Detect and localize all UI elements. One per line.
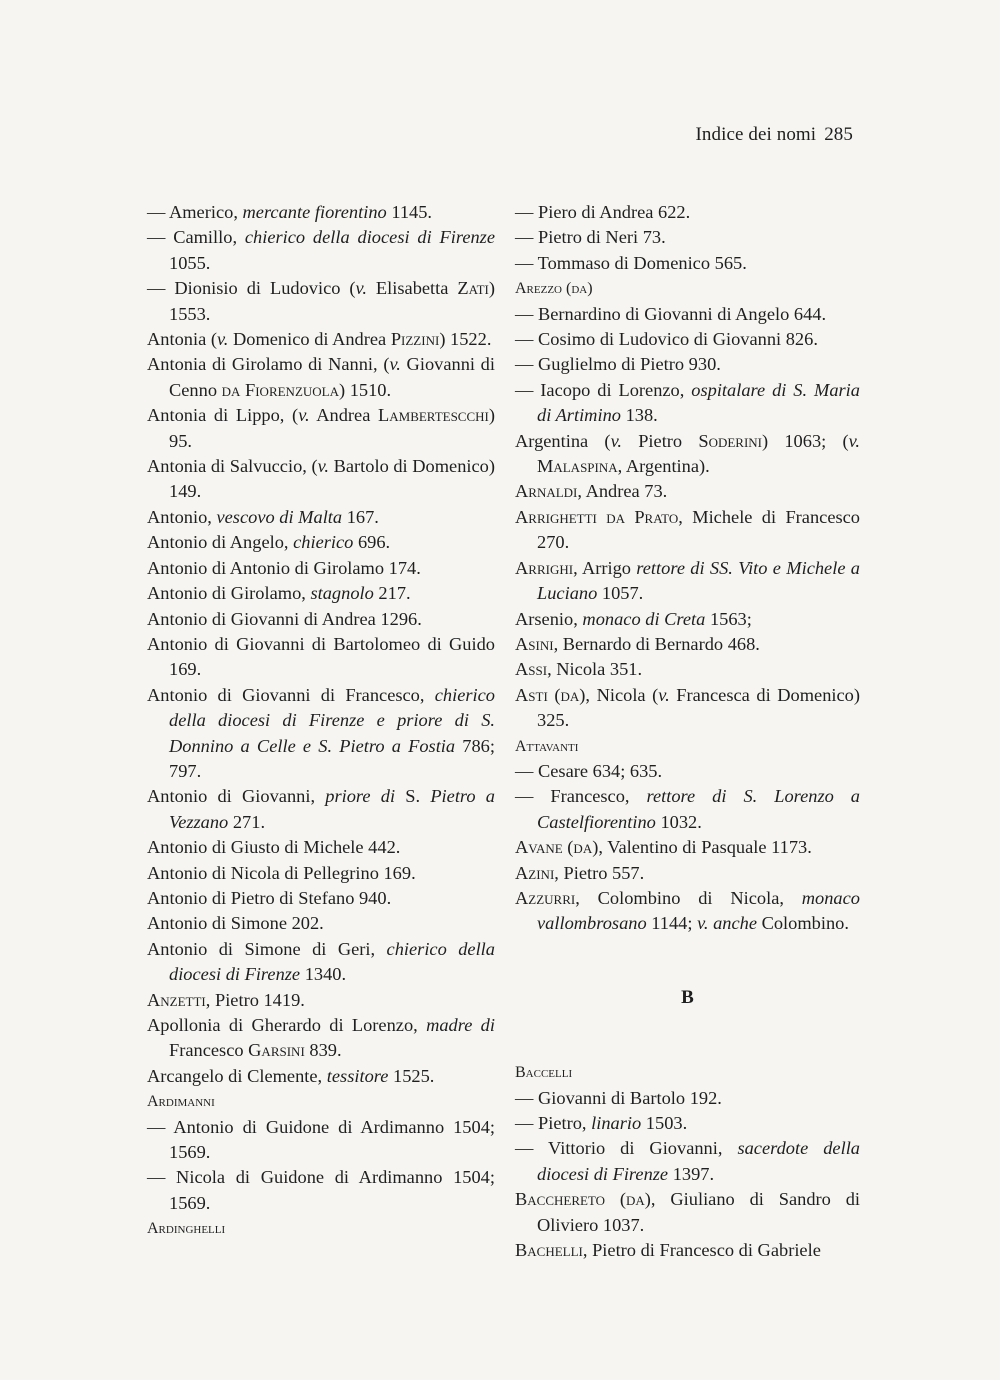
index-entry: Antonio di Angelo, chierico 696.: [147, 532, 391, 553]
index-entry: Azini, Pietro 557.: [515, 862, 645, 883]
index-entry: — Camillo, chierico della diocesi di Firenze 1055.: [147, 227, 495, 273]
index-entry: Antonio, vescovo di Malta 167.: [147, 506, 379, 527]
index-entry: Antonia di Girolamo di Nanni, (v. Giovanni di Cenno da Fiorenzuola) 1510.: [147, 354, 495, 400]
index-entry: — Antonio di Guidone di Ardimanno 1504; 1569.: [147, 1116, 495, 1163]
index-entry: Arsenio, monaco di Creta 1563;: [515, 608, 752, 629]
index-entry: — Tommaso di Domenico 565.: [515, 252, 747, 273]
index-entry: Azzurri, Colombino di Nicola, monaco vallombrosano 1144; v. anche Colombino.: [515, 887, 860, 934]
index-entry: Antonio di Giovanni di Bartolomeo di Guido 169.: [147, 633, 495, 680]
family-heading: Arezzo (da): [515, 280, 593, 298]
running-header: [695, 124, 853, 146]
index-entry: Apollonia di Gherardo di Lorenzo, madre di Francesco Garsini 839.: [147, 1015, 495, 1061]
index-entry: Antonia di Salvuccio, (v. Bartolo di Domenico) 149.: [147, 456, 495, 502]
index-entry: — Francesco, rettore di S. Lorenzo a Castelfiorentino 1032.: [515, 786, 860, 832]
family-heading: Ardinghelli: [147, 1220, 226, 1238]
index-entry: Antonio di Simone 202.: [147, 913, 324, 934]
index-entry: — Iacopo di Lorenzo, ospitalare di S. Maria di Artimino 138.: [515, 379, 860, 426]
index-entry: — Piero di Andrea 622.: [515, 202, 691, 222]
index-entry: Antonio di Giovanni, priore di S. Pietro a Vezzano 271.: [147, 786, 495, 832]
family-heading: Attavanti: [515, 737, 579, 755]
index-entry: Antonia (v. Domenico di Andrea Pizzini) 1522.: [147, 329, 492, 350]
index-entry: Antonia di Lippo, (v. Andrea Lambertescchi) 95.: [147, 405, 495, 451]
index-entry: Argentina (v. Pietro Soderini) 1063; (v. Malaspina, Argentina).: [515, 430, 861, 477]
index-entry: Arcangelo di Clemente, tessitore 1525.: [147, 1065, 435, 1086]
family-heading: Ardimanni: [147, 1093, 215, 1111]
index-entry: Bacchereto (da), Giuliano di Sandro di Oliviero 1037.: [515, 1189, 861, 1235]
index-entry: Bachelli, Pietro di Francesco di Gabriele: [515, 1240, 821, 1261]
page-number: 285: [824, 124, 853, 145]
index-entry: — Pietro, linario 1503.: [515, 1113, 688, 1133]
index-entry: — Giovanni di Bartolo 192.: [515, 1087, 722, 1108]
index-entry: — Cosimo di Ludovico di Giovanni 826.: [515, 329, 818, 350]
index-entry: Antonio di Girolamo, stagnolo 217.: [147, 583, 411, 604]
index-entry: Antonio di Simone di Geri, chierico della diocesi di Firenze 1340.: [147, 938, 495, 985]
section-letter: B: [681, 986, 694, 1008]
index-column-right: [515, 200, 860, 1263]
index-entry: Antonio di Giovanni di Andrea 1296.: [147, 608, 422, 629]
index-entry: Antonio di Giusto di Michele 442.: [147, 837, 401, 858]
index-entry: Arrighi, Arrigo rettore di SS. Vito e Michele a Luciano 1057.: [515, 557, 860, 604]
index-entry: Antonio di Nicola di Pellegrino 169.: [147, 862, 416, 883]
index-entry: — Nicola di Guidone di Ardimanno 1504; 1569.: [147, 1167, 495, 1213]
index-entry: Assi, Nicola 351.: [515, 659, 643, 680]
index-entry: — Guglielmo di Pietro 930.: [515, 354, 721, 375]
header-title: Indice dei nomi: [695, 124, 817, 145]
index-entry: Arrighetti da Prato, Michele di Francesco 270.: [515, 506, 860, 553]
index-entry: — Bernardino di Giovanni di Angelo 644.: [515, 303, 827, 324]
index-entry: Arnaldi, Andrea 73.: [515, 481, 668, 502]
index-entry: Antonio di Pietro di Stefano 940.: [147, 887, 392, 908]
index-entry: Asti (da), Nicola (v. Francesca di Domenico) 325.: [515, 684, 860, 731]
index-entry: — Vittorio di Giovanni, sacerdote della diocesi di Firenze 1397.: [515, 1138, 860, 1184]
index-entry: Avane (da), Valentino di Pasquale 1173.: [515, 837, 812, 858]
index-entry: Anzetti, Pietro 1419.: [147, 989, 305, 1010]
index-entry: — Dionisio di Ludovico (v. Elisabetta Zati) 1553.: [147, 278, 495, 324]
index-column-left: [147, 200, 495, 1242]
index-entry: Asini, Bernardo di Bernardo 468.: [515, 633, 760, 654]
family-heading: Baccelli: [515, 1064, 573, 1082]
index-entry: — Pietro di Neri 73.: [515, 227, 666, 248]
index-entry: Antonio di Antonio di Girolamo 174.: [147, 557, 421, 578]
index-entry: — Americo, mercante fiorentino 1145.: [147, 202, 433, 222]
index-entry: Antonio di Giovanni di Francesco, chierico della diocesi di Firenze e priore di S. Donnino a Celle e S. Pietro a Fostia 786; 797.: [147, 684, 495, 781]
index-entry: — Cesare 634; 635.: [515, 760, 663, 781]
